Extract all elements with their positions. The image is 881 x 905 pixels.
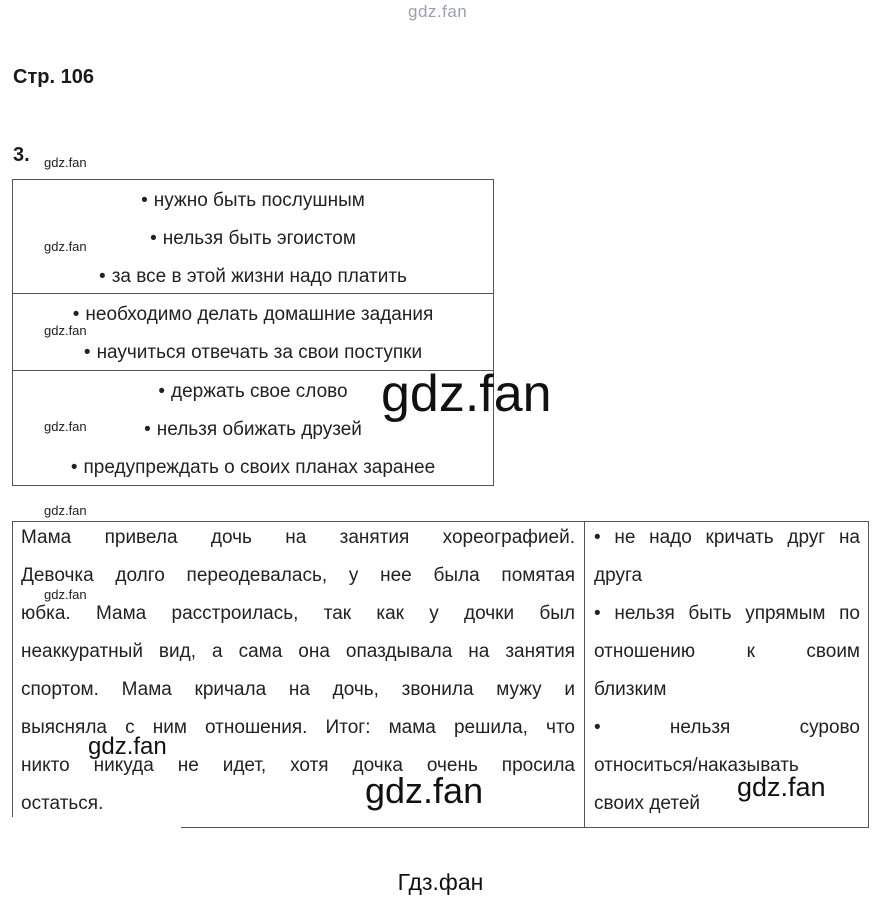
bullet-icon: • [72, 304, 80, 325]
table-divider [584, 521, 585, 828]
watermark-small: gdz.fan [44, 239, 87, 254]
rule-line: относиться/наказывать [594, 755, 799, 776]
story-cell [21, 519, 575, 823]
rule-line: своих детей [594, 793, 701, 814]
watermark-medium: gdz.fan [88, 733, 167, 760]
list-item [13, 182, 493, 220]
watermark-medium: gdz.fan [737, 772, 826, 802]
story-line: спортом. Мама кричала на дочь, звонила мужу и [21, 679, 575, 700]
rule-line: • нельзя быть упрямым по [594, 603, 860, 624]
rule-line: • не надо кричать друг на [594, 527, 860, 548]
watermark-big: gdz.fan [381, 365, 552, 423]
rule-line: друга [594, 565, 643, 586]
table-border [12, 521, 13, 817]
watermark-top: gdz.fan [408, 2, 468, 21]
watermark-small: gdz.fan [44, 155, 87, 170]
rule-line: • нельзя сурово [594, 717, 860, 738]
story-line: юбка. Мама расстроилась, так как у дочки был [21, 603, 575, 624]
item-text: нужно быть послушным [153, 190, 365, 211]
item-text: предупреждать о своих планах заранее [83, 457, 436, 478]
watermark-small: gdz.fan [44, 587, 87, 602]
footer-site-name: Гдз.фан [397, 869, 484, 895]
watermark-small: gdz.fan [44, 503, 87, 518]
task-number: 3. [13, 144, 30, 166]
item-text: необходимо делать домашние задания [85, 304, 434, 325]
watermark-small: gdz.fan [44, 419, 87, 434]
story-line: Девочка долго переодевалась, у нее была помятая [21, 565, 575, 586]
watermark-big: gdz.fan [365, 770, 484, 811]
story-line: остаться. [21, 793, 104, 814]
bullet-icon: • [144, 419, 151, 440]
rule-line: близким [594, 679, 667, 700]
item-text: научиться отвечать за свои поступки [96, 342, 423, 363]
bullet-icon: • [141, 190, 148, 211]
watermark-small: gdz.fan [44, 323, 87, 338]
rule-line: отношению к своим [594, 641, 860, 662]
list-item [13, 258, 493, 296]
item-text: держать свое слово [171, 381, 348, 402]
bullet-icon: • [99, 266, 106, 287]
item-text: нельзя быть эгоистом [162, 228, 356, 249]
table-border [181, 827, 585, 828]
story-line: никто никуда не идет, хотя дочка очень просила [21, 755, 575, 776]
story-line: неаккуратный вид, а сама она опаздывала на занятия [21, 641, 575, 662]
table-row [13, 180, 493, 294]
story-line: выясняла с ним отношения. Итог: мама решила, что [21, 717, 575, 738]
page-title: Стр. 106 [13, 66, 94, 88]
bullet-icon: • [70, 457, 78, 478]
table-border [584, 827, 869, 828]
list-item [13, 449, 493, 487]
item-text: за все в этой жизни надо платить [111, 266, 407, 287]
story-line: Мама привела дочь на занятия хореографией. [21, 527, 575, 548]
item-text: нельзя обижать друзей [156, 419, 362, 440]
bullet-icon: • [150, 228, 157, 249]
bullet-icon: • [158, 381, 166, 402]
bullet-icon: • [83, 342, 91, 363]
